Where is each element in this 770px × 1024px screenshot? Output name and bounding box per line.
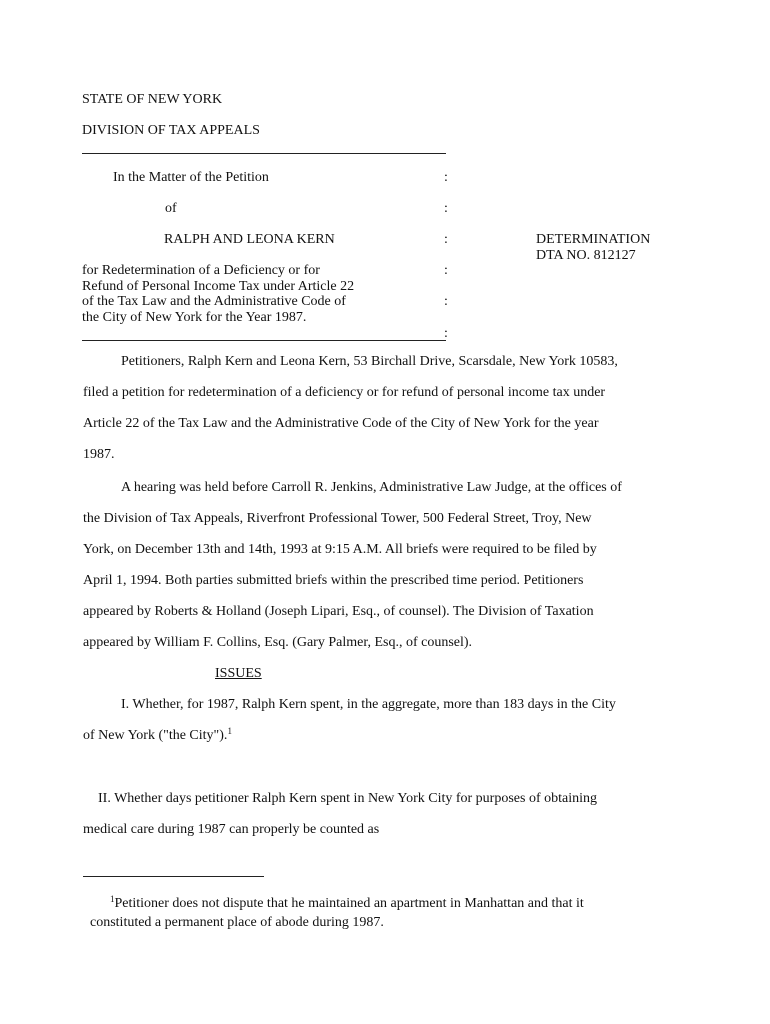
issue-two-line: II. Whether days petitioner Ralph Kern spent in New York City for purposes of obtaining <box>98 791 597 806</box>
caption-for-line: of the Tax Law and the Administrative Code of <box>82 294 346 309</box>
footnote-line: constituted a permanent place of abode during 1987. <box>90 915 384 930</box>
footnote-line: Petitioner does not dispute that he maintained an apartment in Manhattan and that it <box>114 896 584 911</box>
caption-for-line: Refund of Personal Income Tax under Article 22 <box>82 279 355 294</box>
footnote-reference: 1 <box>227 726 232 736</box>
caption-for-line: for Redetermination of a Deficiency or for <box>82 263 320 278</box>
caption-colon: : <box>444 326 448 341</box>
issue-two-line: medical care during 1987 can properly be counted as <box>83 822 380 837</box>
state-heading: STATE OF NEW YORK <box>82 92 223 107</box>
caption-colon: : <box>444 263 448 278</box>
caption-for-line: the City of New York for the Year 1987. <box>82 310 307 325</box>
caption-colon: : <box>444 170 448 185</box>
issues-heading: ISSUES <box>215 666 262 681</box>
text-line: A hearing was held before Carroll R. Jenkins, Administrative Law Judge, at the offices of <box>121 480 622 495</box>
of-line: of <box>165 201 177 216</box>
matter-line: In the Matter of the Petition <box>113 170 269 185</box>
petitioner-names: RALPH AND LEONA KERN <box>164 232 335 247</box>
text-line: appeared by Roberts & Holland (Joseph Lipari, Esq., of counsel). The Division of Taxation <box>83 604 594 619</box>
text-line-content: of New York ("the City"). <box>83 728 228 743</box>
caption-colon: : <box>444 232 448 247</box>
issue-one <box>83 697 683 759</box>
caption-colon: : <box>444 294 448 309</box>
hearing-paragraph <box>83 480 683 666</box>
determination-label: DETERMINATION <box>536 232 651 247</box>
footnote-mark: 1 <box>110 894 115 904</box>
caption-top-rule <box>82 153 446 154</box>
text-line: York, on December 13th and 14th, 1993 at 9:15 A.M. All briefs were required to be filed by <box>83 542 597 557</box>
text-line: 1987. <box>83 447 115 462</box>
text-line: Article 22 of the Tax Law and the Administrative Code of the City of New York for the year <box>83 416 599 431</box>
dta-number: DTA NO. 812127 <box>536 248 636 263</box>
caption-bottom-rule <box>82 340 446 341</box>
text-line: filed a petition for redetermination of a deficiency or for refund of personal income tax under <box>83 385 606 400</box>
footnote-separator <box>83 876 264 877</box>
text-line: Petitioners, Ralph Kern and Leona Kern, 53 Birchall Drive, Scarsdale, New York 10583, <box>121 354 618 369</box>
caption-colon: : <box>444 201 448 216</box>
text-line: the Division of Tax Appeals, Riverfront Professional Tower, 500 Federal Street, Troy, New <box>83 511 592 526</box>
text-line <box>83 728 683 759</box>
division-heading: DIVISION OF TAX APPEALS <box>82 123 260 138</box>
text-line: April 1, 1994. Both parties submitted briefs within the prescribed time period. Petitioners <box>83 573 584 588</box>
text-line: I. Whether, for 1987, Ralph Kern spent, in the aggregate, more than 183 days in the City <box>121 697 616 712</box>
petition-paragraph <box>83 354 683 478</box>
footnote-text <box>110 896 584 912</box>
text-line: appeared by William F. Collins, Esq. (Gary Palmer, Esq., of counsel). <box>83 635 473 650</box>
